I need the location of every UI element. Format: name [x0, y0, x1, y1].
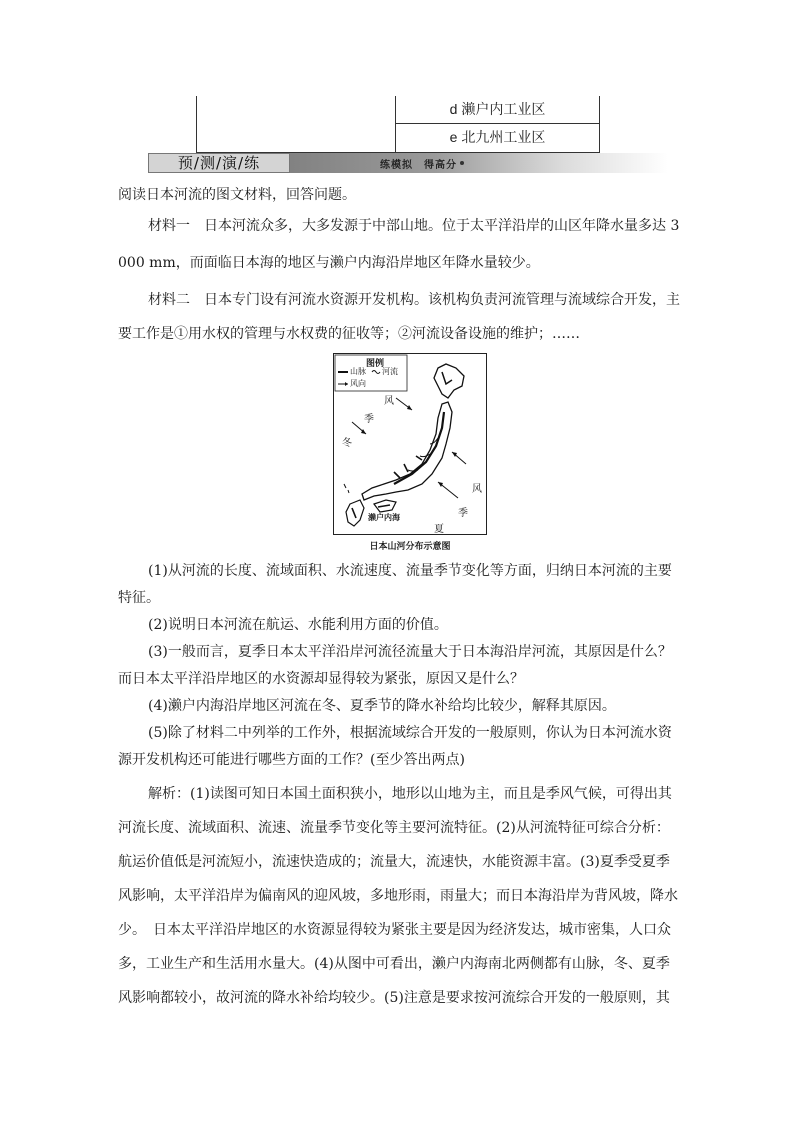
- hokkaido-island: [434, 364, 464, 398]
- figure-caption: 日本山河分布示意图: [369, 542, 451, 552]
- winter-label-1: 冬: [342, 438, 352, 449]
- answer-line5: 少。 日本太平洋沿岸地区的水资源显得较为紧张主要是因为经济发达，城市密集，人口众: [118, 922, 671, 938]
- kyushu-island: [346, 500, 364, 526]
- question-1-line1: (1)从河流的长度、流域面积、水流速度、流量季节变化等方面，归纳日本河流的主要: [148, 563, 672, 579]
- summer-label-2: 季: [458, 508, 468, 519]
- answer-line7: 风影响都较小，故河流的降水补给均较少。(5)注意是要求按河流综合开发的一般原则，其: [118, 990, 670, 1006]
- industrial-zone-table: [196, 96, 600, 153]
- legend-wind-label: 风向: [350, 379, 366, 388]
- answer-line1: 解析：(1)读图可知日本国土面积狭小，地形以山地为主，而且是季风气候，可得出其: [148, 786, 672, 802]
- summer-label-3: 风: [472, 484, 482, 495]
- question-3-line2: 而日本太平洋沿岸地区的水资源却显得较为紧张，原因又是什么？: [118, 671, 524, 687]
- legend-mountain-label: 山脉: [350, 367, 366, 376]
- question-5-line1: (5)除了材料二中列举的工作外，根据流域综合开发的一般原则，你认为日本河流水资: [148, 725, 672, 741]
- question-4: (4)濑户内海沿岸地区河流在冬、夏季节的降水补给均比较少，解释其原因。: [148, 698, 616, 714]
- question-2: (2)说明日本河流在航运、水能利用方面的价值。: [148, 617, 448, 633]
- answer-line4: 风影响，太平洋沿岸为偏南风的迎风坡，多地形雨，雨量大；而日本海沿岸为背风坡，降水: [118, 888, 678, 904]
- answer-line2: 河流长度、流域面积、流速、流量季节变化等主要河流特征。(2)从河流特征可综合分析：: [118, 820, 670, 836]
- banner-subtitle: 练模拟 得高分: [380, 160, 457, 171]
- material1-line1: 材料一 日本河流众多，大多发源于中部山地。位于太平洋沿岸的山区年降水量多达 3: [148, 218, 680, 234]
- intro-text: 阅读日本河流的图文材料，回答问题。: [118, 187, 356, 203]
- section-banner: [148, 153, 668, 175]
- summer-label-1: 夏: [434, 524, 444, 535]
- japan-map-figure: [333, 353, 487, 535]
- answer-line6: 多，工业生产和生活用水量大。(4)从图中可看出，濑户内海南北两侧都有山脉，冬、夏季: [118, 956, 670, 972]
- table-cell-d: d 濑户内工业区: [449, 101, 546, 117]
- question-5-line2: 源开发机构还可能进行哪些方面的工作？(至少答出两点): [118, 752, 465, 768]
- material2-line2: 要工作是①用水权的管理与水权费的征收等；②河流设备设施的维护；……: [118, 326, 580, 342]
- winter-label-2: 季: [364, 414, 374, 425]
- setonaikai-label: 濑户内海: [368, 513, 400, 522]
- legend-river-label: 河流: [382, 367, 398, 376]
- bullet-icon: [460, 161, 464, 165]
- material2-line1: 材料二 日本专门设有河流水资源开发机构。该机构负责河流管理与流域综合开发，主: [148, 292, 680, 308]
- honshu-island: [362, 402, 452, 500]
- table-cell-e: e 北九州工业区: [449, 129, 546, 145]
- answer-line3: 航运价值低是河流短小，流速快造成的；流量大，流速快，水能资源丰富。(3)夏季受夏季: [118, 854, 670, 870]
- banner-title: 预/测/演/练: [148, 153, 290, 173]
- winter-label-3: 风: [384, 396, 394, 407]
- question-3-line1: (3)一般而言，夏季日本太平洋沿岸河流径流量大于日本海沿岸河流，其原因是什么？: [148, 644, 672, 660]
- legend-title: 图例: [366, 359, 385, 369]
- material1-line2: 000 mm，而面临日本海的地区与濑户内海沿岸地区年降水量较少。: [118, 255, 540, 271]
- question-1-line2: 特征。: [118, 590, 160, 606]
